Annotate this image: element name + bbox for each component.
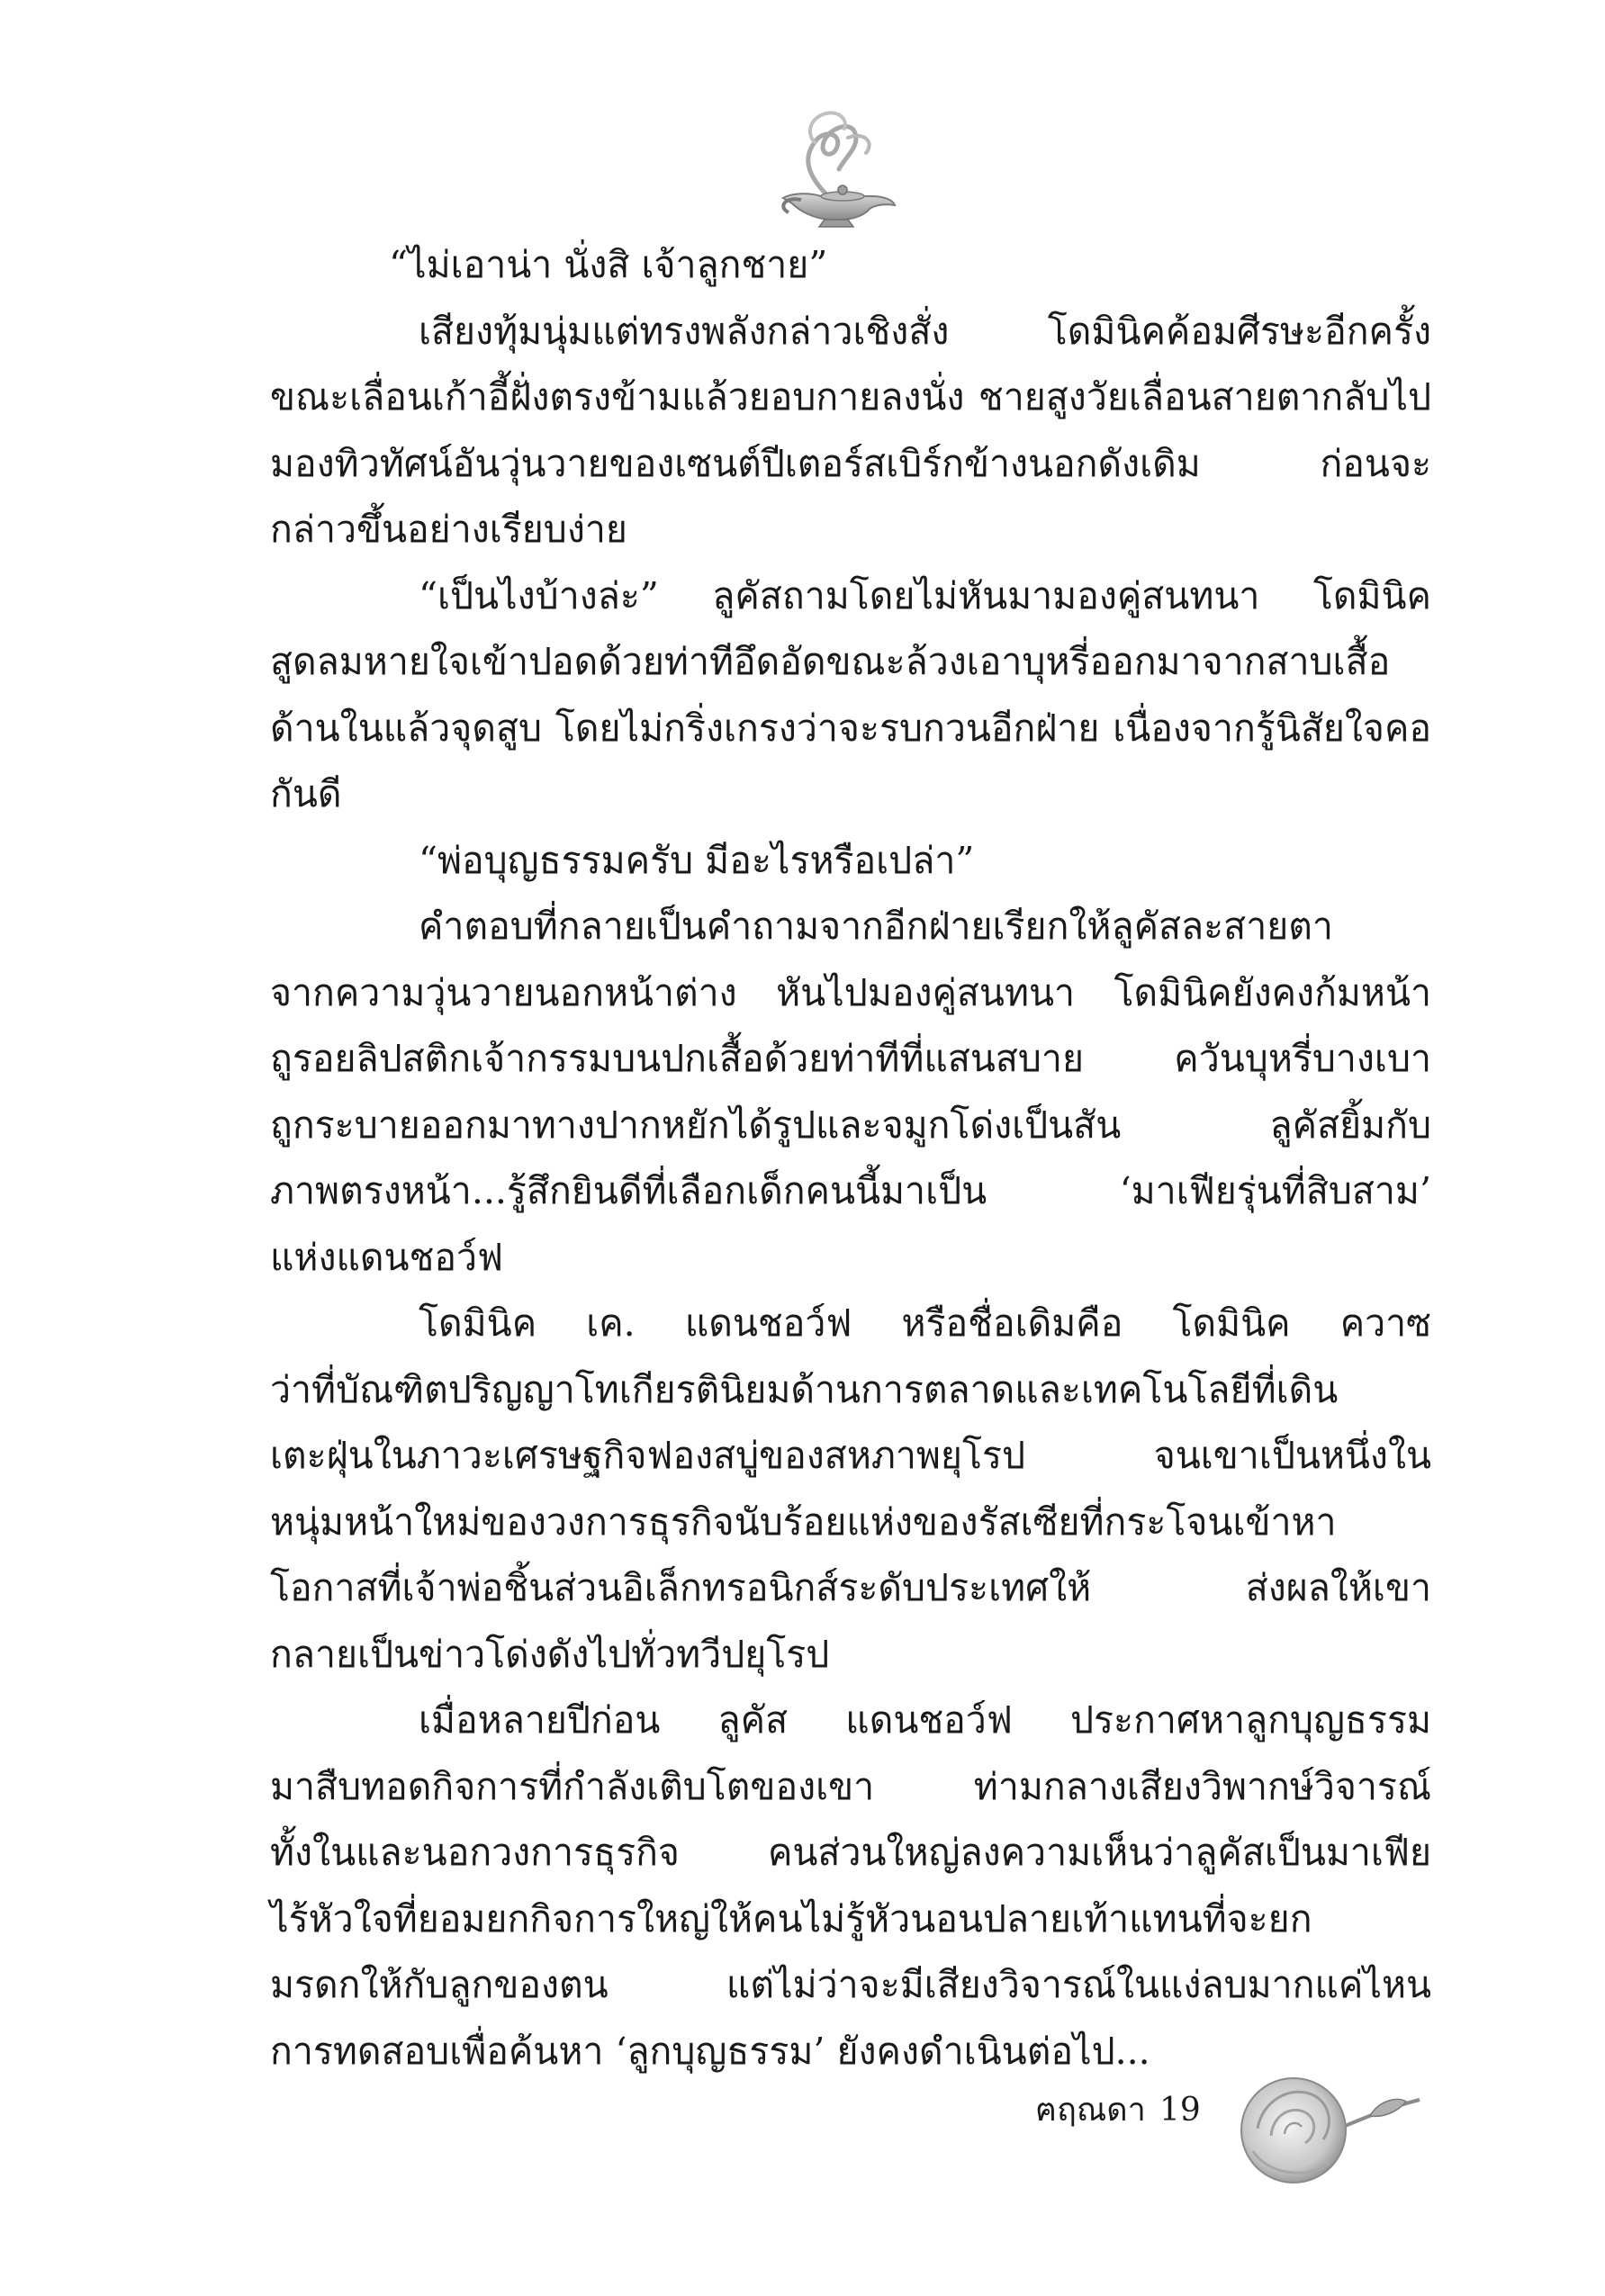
- rose-icon: [1235, 2066, 1424, 2192]
- text-line: เสียงทุ้มนุ่มแต่ทรงพลังกล่าวเชิงสั่ง โดมินิคค้อมศีรษะอีกครั้ง: [419, 309, 1431, 353]
- text-line: โดมินิค เค. แดนชอว์ฟ หรือชื่อเดิมคือ โดมินิค ควาซ: [419, 1301, 1431, 1345]
- text-line: ถูกระบายออกมาทางปากหยักได้รูปและจมูกโด่งเป็นสัน ลูคัสยิ้มกับ: [270, 1103, 1431, 1147]
- page-number: 19: [1159, 2092, 1201, 2129]
- text-line: กล่าวขึ้นอย่างเรียบง่าย: [270, 508, 627, 551]
- text-line: ว่าที่บัณฑิตปริญญาโทเกียรตินิยมด้านการตลาดและเทคโนโลยีที่เดิน: [270, 1367, 1339, 1411]
- text-line: ทั้งในและนอกวงการธุรกิจ คนส่วนใหญ่ลงความเห็นว่าลูคัสเป็นมาเฟีย: [270, 1831, 1431, 1874]
- text-line: คำตอบที่กลายเป็นคำถามจากอีกฝ่ายเรียกให้ลูคัสละสายตา: [419, 905, 1333, 948]
- text-line: ขณะเลื่อนเก้าอี้ฝั่งตรงข้ามแล้วยอบกายลงนั่ง ชายสูงวัยเลื่อนสายตากลับไป: [270, 375, 1431, 419]
- text-line: หนุ่มหน้าใหม่ของวงการธุรกิจนับร้อยแห่งของรัสเซียที่กระโจนเข้าหา: [270, 1499, 1337, 1544]
- text-line: จากความวุ่นวายนอกหน้าต่าง หันไปมองคู่สนทนา โดมินิคยังคงก้มหน้า: [270, 970, 1431, 1014]
- text-line: การทดสอบเพื่อค้นหา ‘ลูกบุญธรรม’ ยังคงดำเนินต่อไป...: [270, 2029, 1150, 2073]
- text-line: “เป็นไงบ้างล่ะ” ลูคัสถามโดยไม่หันมามองคู่สนทนา โดมินิค: [419, 573, 1431, 617]
- text-line: เตะฝุ่นในภาวะเศรษฐกิจฟองสบู่ของสหภาพยุโรป จนเขาเป็นหนึ่งใน: [270, 1434, 1431, 1477]
- text-line: แห่งแดนชอว์ฟ: [270, 1235, 504, 1279]
- chapter-body-text: [270, 232, 1431, 2084]
- text-line: มองทิวทัศน์อันวุ่นวายของเซนต์ปีเตอร์สเบิร์กข้างนอกดังเดิม ก่อนจะ: [270, 441, 1431, 485]
- text-line: โอกาสที่เจ้าพ่อชิ้นส่วนอิเล็กทรอนิกส์ระดับประเทศให้ ส่งผลให้เขา: [270, 1566, 1431, 1609]
- text-line: ไร้หัวใจที่ยอมยกกิจการใหญ่ให้คนไม่รู้หัวนอนปลายเท้าแทนที่จะยก: [270, 1896, 1312, 1940]
- text-line: “ไม่เอาน่า นั่งสิ เจ้าลูกชาย”: [389, 243, 828, 286]
- text-line: กลายเป็นข่าวโด่งดังไปทั่วทวีปยุโรป: [270, 1632, 830, 1676]
- text-line: มรดกให้กับลูกของตน แต่ไม่ว่าจะมีเสียงวิจารณ์ในแง่ลบมากแค่ไหน: [270, 1963, 1431, 2006]
- text-line: สูดลมหายใจเข้าปอดด้วยท่าทีอึดอัดขณะล้วงเอาบุหรี่ออกมาจากสาบเสื้อ: [270, 640, 1391, 683]
- book-title: ฅฤณดา: [1035, 2092, 1146, 2129]
- text-line: “พ่อบุญธรรมครับ มีอะไรหรือเปล่า”: [419, 838, 975, 882]
- text-line: มาสืบทอดกิจการที่กำลังเติบโตของเขา ท่ามกลางเสียงวิพากษ์วิจารณ์: [270, 1764, 1431, 1808]
- text-line: ภาพตรงหน้า...รู้สึกยินดีที่เลือกเด็กคนนี้มาเป็น ‘มาเฟียรุ่นที่สิบสาม’: [270, 1169, 1431, 1212]
- text-line: กันดี: [270, 772, 342, 815]
- page-footer: [1035, 2066, 1431, 2201]
- text-line: ด้านในแล้วจุดสูบ โดยไม่กริ่งเกรงว่าจะรบกวนอีกฝ่าย เนื่องจากรู้นิสัยใจคอ: [270, 706, 1431, 750]
- genie-lamp-icon: [765, 106, 900, 232]
- text-line: ถูรอยลิปสติกเจ้ากรรมบนปกเสื้อด้วยท่าทีที่แสนสบาย ควันบุหรี่บางเบา: [270, 1037, 1431, 1080]
- text-line: เมื่อหลายปีก่อน ลูคัส แดนชอว์ฟ ประกาศหาลูกบุญธรรม: [419, 1698, 1431, 1742]
